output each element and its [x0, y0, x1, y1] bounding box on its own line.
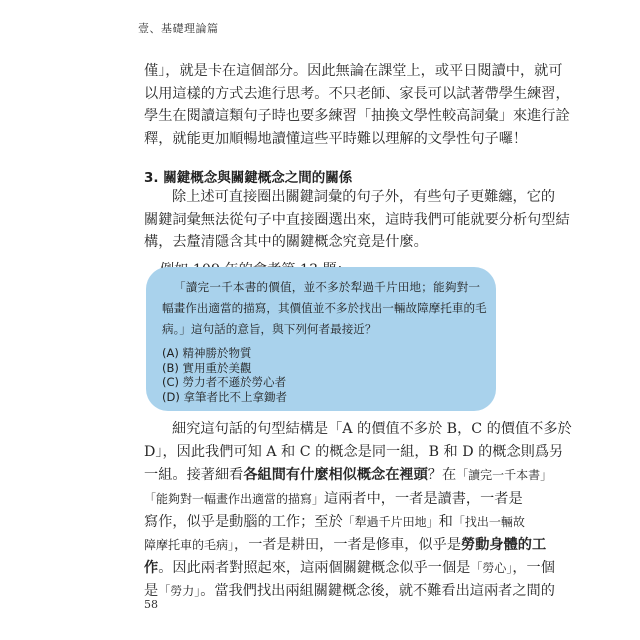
running-head: 壹、基礎理論篇	[138, 22, 219, 35]
section-heading: 3. 關鍵概念與關鍵概念之間的關係	[144, 170, 353, 186]
text-line	[144, 557, 555, 580]
text-run: 。當我們找出兩組關鍵概念後，就不難看出這兩者之間的	[200, 583, 555, 600]
quoted-phrase: 「勞力」	[158, 584, 201, 599]
text-line: 學生在閱讀這類句子時也要多練習「抽換文學性較高詞彙」來進行詮	[144, 108, 570, 124]
paragraph-3	[144, 418, 572, 604]
quoted-phrase: 「找出一輛故	[452, 514, 525, 529]
option-b: (B) 實用重於美觀	[162, 360, 252, 375]
question-box	[146, 267, 496, 411]
quote-line: 幅畫作出適當的描寫，其價值並不多於找出一輛故障摩托車的毛	[162, 301, 487, 315]
text-line	[144, 534, 547, 557]
quoted-phrase: 「犁過千片田地」	[342, 514, 439, 529]
text-run: ，一個	[512, 560, 555, 577]
emphasis-text: 作	[144, 560, 159, 577]
text-run: 和	[438, 513, 453, 530]
text-line	[144, 488, 523, 511]
quoted-phrase: 「讀完一千本書」	[456, 468, 553, 483]
text-line: 細究這句話的句型結構是「A 的價值不多於 B，C 的價值不多於	[172, 421, 572, 437]
text-line: 關鍵詞彙無法從句子中直接圈選出來，這時我們可能就要分析句型結	[144, 211, 570, 228]
option-a: (A) 精神勝於物質	[162, 346, 252, 360]
text-line: 僅」，就是卡在這個部分。因此無論在課堂上，或平日閱讀中，就可	[144, 63, 563, 79]
paragraph-1	[144, 60, 570, 150]
emphasis-text: 勞動身體的工	[461, 537, 547, 554]
text-run: 寫作，似乎是動腦的工作；至於	[144, 513, 343, 530]
text-line: D」，因此我們可知 A 和 C 的概念是同一組，B 和 D 的概念則爲另	[144, 444, 564, 461]
text-line	[144, 580, 555, 603]
text-run: 。因此兩者對照起來，這兩個關鍵概念似乎一個是	[158, 560, 471, 577]
text-run: ，一者是耕田，一者是修車，似乎是	[234, 537, 462, 554]
paragraph-2	[144, 186, 570, 254]
text-line: 除上述可直接圈出關鍵詞彙的句子外，有些句子更難纏，它的	[172, 189, 556, 205]
quote-line: 病。」這句話的意旨，與下列何者最接近？	[162, 322, 377, 336]
text-run: 是	[144, 583, 159, 600]
text-run: ？在	[427, 467, 457, 484]
text-line	[144, 511, 525, 534]
page-number: 58	[144, 598, 158, 611]
question-quote	[162, 277, 487, 340]
text-line: 構，去釐清隱含其中的關鍵概念究竟是什麼。	[144, 234, 428, 250]
quote-line: 「讀完一千本書的價值，並不多於犁過千片田地；能夠對一	[174, 280, 480, 294]
quoted-phrase: 「能夠對一幅畫作出適當的描寫」	[144, 491, 325, 506]
answer-options	[162, 346, 287, 404]
option-d: (D) 拿筆者比不上拿鋤者	[162, 389, 287, 404]
option-c: (C) 勞力者不遜於勞心者	[162, 375, 287, 389]
text-run: 一組。接著細看	[144, 467, 244, 484]
quoted-phrase: 障摩托車的毛病」	[144, 538, 235, 553]
text-line	[144, 464, 553, 487]
text-line: 釋，就能更加順暢地讀懂這些平時難以理解的文學性句子囉！	[144, 130, 528, 147]
text-line: 以用這樣的方式去進行思考。不只老師、家長可以試著帶學生練習，	[144, 85, 570, 102]
text-run: 這兩者中，一者是讀書，一者是	[324, 490, 523, 507]
emphasis-text: 各組間有什麼相似概念在裡頭	[243, 467, 428, 484]
quoted-phrase: 「勞心」	[470, 561, 513, 576]
